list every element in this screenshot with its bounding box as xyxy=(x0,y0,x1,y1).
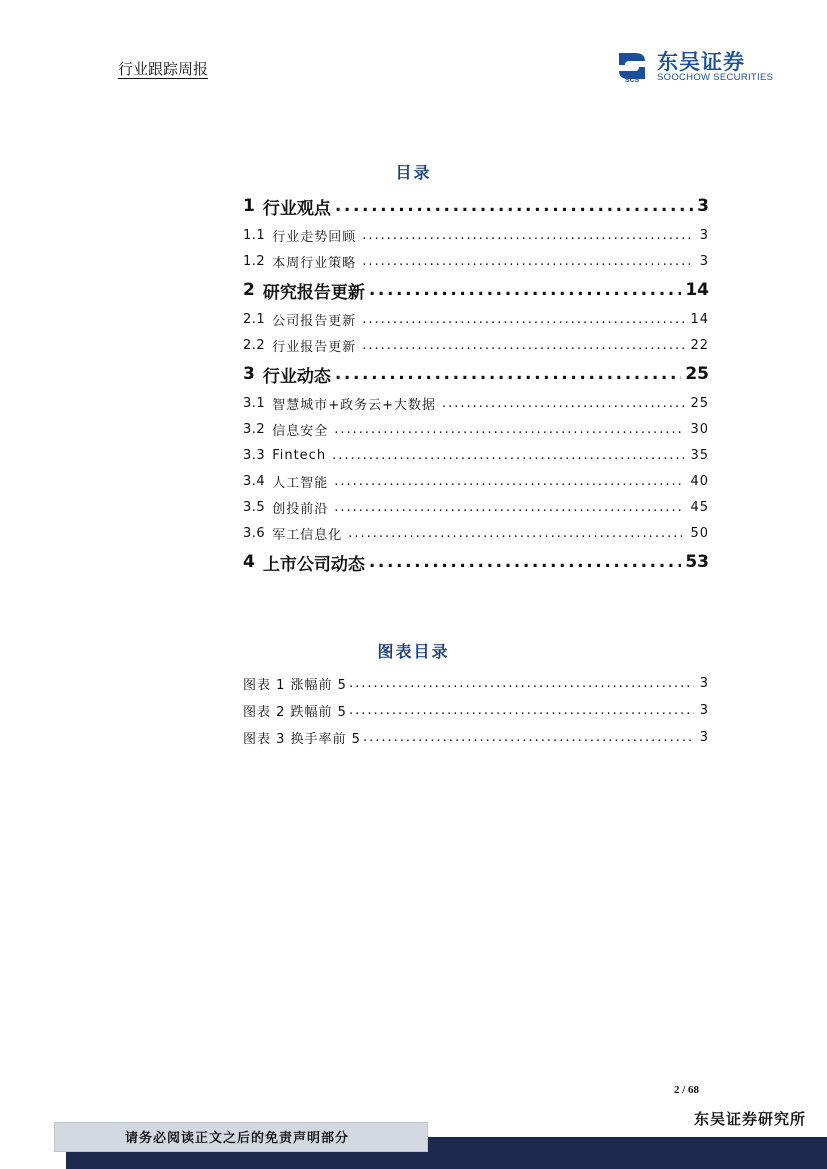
dot-leader xyxy=(334,422,684,437)
toc-entry-number: 2 xyxy=(243,280,255,300)
toc-entry[interactable] xyxy=(243,190,709,222)
dot-leader xyxy=(362,254,694,269)
toc-entry-page: 22 xyxy=(690,337,709,353)
figure-entry-page: 3 xyxy=(699,730,709,745)
dot-leader xyxy=(362,338,684,353)
figure-entry-label: 图表 1 涨幅前 5 xyxy=(243,678,347,693)
toc-entry-number: 3.1 xyxy=(243,395,266,411)
toc-entry-label: 智慧城市+政务云+大数据 xyxy=(272,397,436,413)
figure-entry-label: 图表 2 跌幅前 5 xyxy=(243,705,347,720)
toc-entry[interactable] xyxy=(243,546,709,578)
report-type-title: 行业跟踪周报 xyxy=(118,60,209,78)
figure-index xyxy=(243,670,709,751)
toc-entry-label: 本周行业策略 xyxy=(272,255,357,271)
toc-entry-label: 军工信息化 xyxy=(272,527,343,543)
toc-entry-page: 35 xyxy=(690,447,709,463)
toc-entry[interactable] xyxy=(243,494,709,520)
toc-entry-label: 人工智能 xyxy=(272,475,329,491)
logo-english-name: SOOCHOW SECURITIES xyxy=(657,72,774,83)
toc-entry-label: 创投前沿 xyxy=(272,501,329,517)
toc-entry-page: 50 xyxy=(690,525,709,541)
logo-chinese-name: 东吴证券 xyxy=(657,50,745,74)
toc-entry[interactable] xyxy=(243,248,709,274)
figure-entry-page: 3 xyxy=(699,703,709,718)
dot-leader xyxy=(363,730,694,745)
dot-leader xyxy=(362,228,694,243)
toc-entry-number: 1 xyxy=(243,196,255,216)
page-number: 2 / 68 xyxy=(674,1084,700,1096)
dot-leader xyxy=(369,280,681,300)
toc-entry-number: 3.5 xyxy=(243,499,266,515)
toc-entry-number: 3 xyxy=(243,364,255,384)
toc-entry-page: 25 xyxy=(685,364,709,384)
toc-entry-page: 3 xyxy=(699,227,709,243)
toc-entry[interactable] xyxy=(243,468,709,494)
toc-entry-page: 25 xyxy=(690,395,709,411)
toc-entry[interactable] xyxy=(243,416,709,442)
toc-entry-page: 45 xyxy=(690,499,709,515)
figure-entry-page: 3 xyxy=(699,676,709,691)
dot-leader xyxy=(348,526,684,541)
toc-entry[interactable] xyxy=(243,332,709,358)
figure-entry[interactable] xyxy=(243,724,709,751)
toc-entry[interactable] xyxy=(243,520,709,546)
toc-entry-label: 行业观点 xyxy=(262,198,331,219)
toc-entry-page: 3 xyxy=(697,196,709,216)
dot-leader xyxy=(349,703,694,718)
disclaimer-text: 请务必阅读正文之后的免责声明部分 xyxy=(125,1131,350,1146)
figure-entry[interactable] xyxy=(243,670,709,697)
toc-entry-page: 14 xyxy=(690,311,709,327)
toc-entry[interactable] xyxy=(243,390,709,416)
toc-entry-number: 3.6 xyxy=(243,525,266,541)
dot-leader xyxy=(349,676,694,691)
toc-entry-number: 3.4 xyxy=(243,473,266,489)
dot-leader xyxy=(362,312,684,327)
dot-leader xyxy=(442,396,684,411)
toc-entry-number: 1.2 xyxy=(243,253,266,269)
footer-org-name: 东吴证券研究所 xyxy=(694,1110,807,1128)
toc-entry-number: 2.1 xyxy=(243,311,266,327)
dot-leader xyxy=(334,474,684,489)
toc-entry-page: 30 xyxy=(690,421,709,437)
dot-leader xyxy=(335,364,681,384)
toc-entry-label: 信息安全 xyxy=(272,423,329,439)
toc-entry-label: 行业报告更新 xyxy=(272,339,357,355)
toc-entry-number: 3.2 xyxy=(243,421,266,437)
figure-entry-label: 图表 3 换手率前 5 xyxy=(243,732,361,747)
toc-entry-page: 3 xyxy=(699,253,709,269)
toc-entry-number: 2.2 xyxy=(243,337,266,353)
toc-entry-number: 3.3 xyxy=(243,447,266,463)
toc-entry[interactable] xyxy=(243,442,709,468)
toc-entry-label: 行业走势回顾 xyxy=(272,229,357,245)
toc-entry-page: 53 xyxy=(685,552,709,572)
toc-entry-page: 40 xyxy=(690,473,709,489)
toc-entry-label: 公司报告更新 xyxy=(272,313,357,329)
table-of-contents xyxy=(243,190,709,578)
toc-entry-number: 4 xyxy=(243,552,255,572)
toc-entry-label: Fintech xyxy=(272,447,327,463)
toc-entry-page: 14 xyxy=(685,280,709,300)
toc-entry-label: 上市公司动态 xyxy=(262,554,365,575)
dot-leader xyxy=(332,448,684,463)
toc-entry-label: 行业动态 xyxy=(262,366,331,387)
toc-entry[interactable] xyxy=(243,274,709,306)
toc-entry-number: 1.1 xyxy=(243,227,266,243)
dot-leader xyxy=(369,552,681,572)
dot-leader xyxy=(335,196,693,216)
scs-logo-icon xyxy=(615,49,649,83)
logo-mark-text: SCS xyxy=(624,77,640,83)
toc-entry-label: 研究报告更新 xyxy=(262,282,365,303)
toc-heading: 目录 xyxy=(395,163,432,182)
toc-entry[interactable] xyxy=(243,222,709,248)
toc-entry[interactable] xyxy=(243,358,709,390)
dot-leader xyxy=(334,500,684,515)
company-logo xyxy=(615,49,785,89)
figure-index-heading: 图表目录 xyxy=(377,642,450,661)
toc-entry[interactable] xyxy=(243,306,709,332)
figure-entry[interactable] xyxy=(243,697,709,724)
